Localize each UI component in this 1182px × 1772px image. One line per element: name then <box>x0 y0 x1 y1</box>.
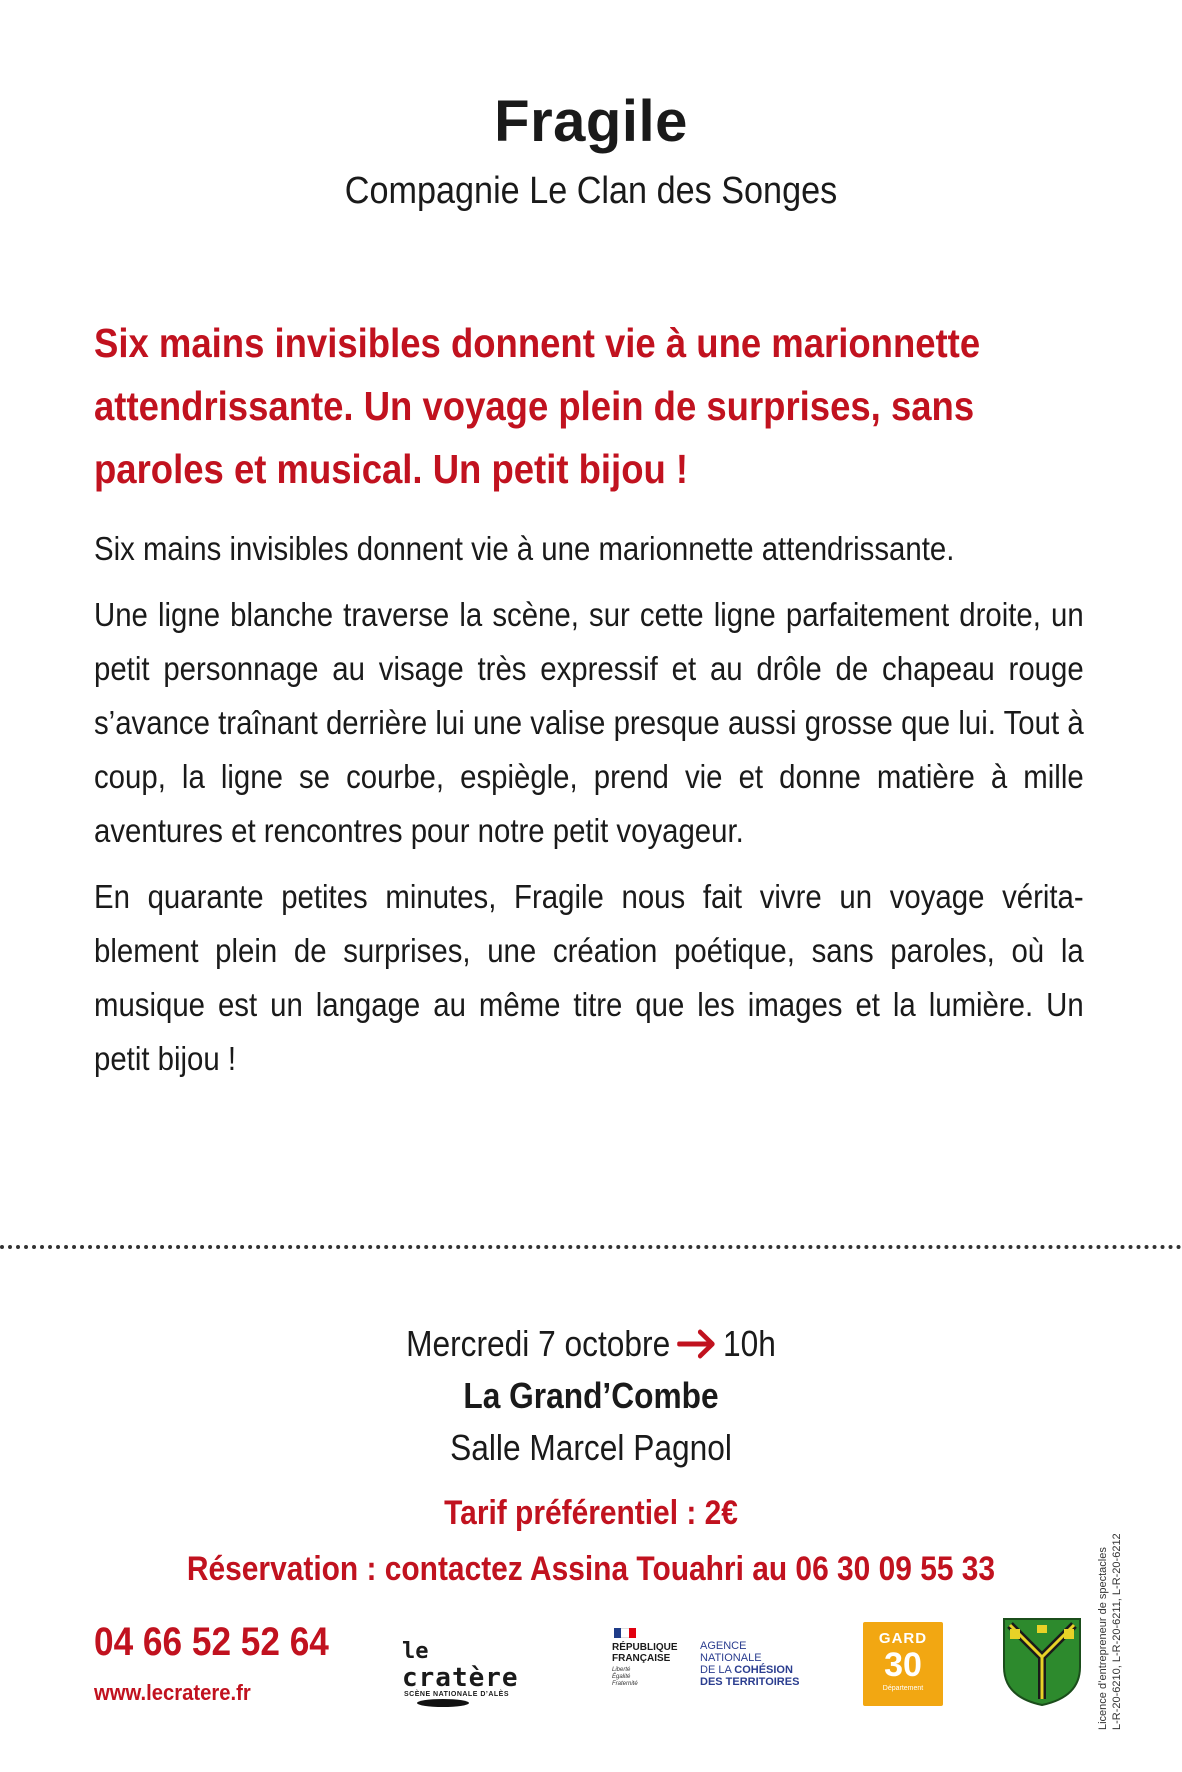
company-name: Compagnie Le Clan des Songes <box>344 170 838 212</box>
description <box>94 522 1084 1098</box>
anct-line3a: DE LA <box>700 1664 735 1676</box>
event-date: Mercredi 7 octobre <box>406 1323 671 1364</box>
website-link[interactable]: www.lecratere.fr <box>94 1680 251 1705</box>
cratere-logo-tagline: SCÈNE NATIONALE D’ALÈS <box>404 1691 509 1698</box>
cratere-logo-name: cratère <box>402 1663 519 1693</box>
anct-line1: AGENCE <box>700 1640 747 1652</box>
cratere-logo-le: le <box>402 1639 429 1664</box>
event-time: 10h <box>723 1323 776 1364</box>
event-hall: Salle Marcel Pagnol <box>450 1427 732 1468</box>
licence-line1: Licence d’entrepreneur de spectacles <box>1097 1547 1109 1730</box>
arrow-right-icon <box>677 1329 716 1359</box>
rf-motto-2: Égalité <box>612 1674 631 1680</box>
show-title: Fragile <box>494 89 688 154</box>
rf-motto-3: Fraternité <box>612 1681 638 1687</box>
gard-departement-logo <box>863 1622 943 1706</box>
anct-line4: DES TERRITOIRES <box>700 1676 800 1688</box>
dotted-divider <box>0 1245 1182 1249</box>
gard-name: GARD <box>878 1630 928 1647</box>
paragraph-1: Six mains invisibles donnent vie à une marionnette attendrissante. <box>94 530 955 567</box>
anct-logo <box>700 1640 799 1688</box>
rf-line1: RÉPUBLIQUE <box>612 1642 678 1653</box>
rf-line2: FRANÇAISE <box>612 1653 671 1664</box>
gard-label: Département <box>882 1685 924 1692</box>
event-town: La Grand’Combe <box>463 1375 719 1416</box>
lead-paragraph: Six mains invisibles donnent vie à une marionnette attendrissante. Un voyage plein de surprises, sans paroles et musical. Un petit bijou ! <box>94 320 981 492</box>
licence-line2: L-R-20-6210, L-R-20-6211, L-R-20-6212 <box>1111 1533 1123 1730</box>
marianne-flag-icon <box>614 1628 636 1638</box>
tarif-line: Tarif préférentiel : 2€ <box>444 1494 738 1532</box>
licence-notice <box>1096 1470 1124 1730</box>
anct-line2: NATIONALE <box>700 1652 762 1664</box>
coat-of-arms-icon <box>1002 1617 1082 1707</box>
event-datetime <box>71 1318 1111 1370</box>
gard-number: 30 <box>884 1646 922 1684</box>
republique-francaise-logo <box>612 1628 702 1698</box>
rf-motto-1: Liberté <box>612 1667 631 1673</box>
cratere-logo <box>398 1615 528 1710</box>
reservation-line: Réservation : contactez Assina Touahri au 06 30 09 55 33 <box>186 1550 996 1588</box>
event-details <box>0 1318 1182 1474</box>
phone-number[interactable]: 04 66 52 52 64 <box>94 1620 329 1664</box>
paragraph-2: Une ligne blanche traverse la scène, sur cette ligne parfaitement droite, un petit personnage au visage très expressif et au drôle de chapeau rouge s’avance traînant derrière lui une valise presque aussi grosse que lui. Tout à coup, la ligne se courbe, espiègle, prend vie et donne matière à mille aventures et rencontres pour notre petit voyageur. <box>94 596 1084 849</box>
paragraph-3: En quarante petites minutes, Fragile nous fait vivre un voyage vérita-blement plein de surprises, une création poétique, sans paroles, où la musique est un langage au même titre que les images et la lumière. Un petit bijou ! <box>94 878 1084 1077</box>
anct-line3b: COHÉSION <box>734 1664 793 1676</box>
pricing-block <box>71 1485 1111 1597</box>
